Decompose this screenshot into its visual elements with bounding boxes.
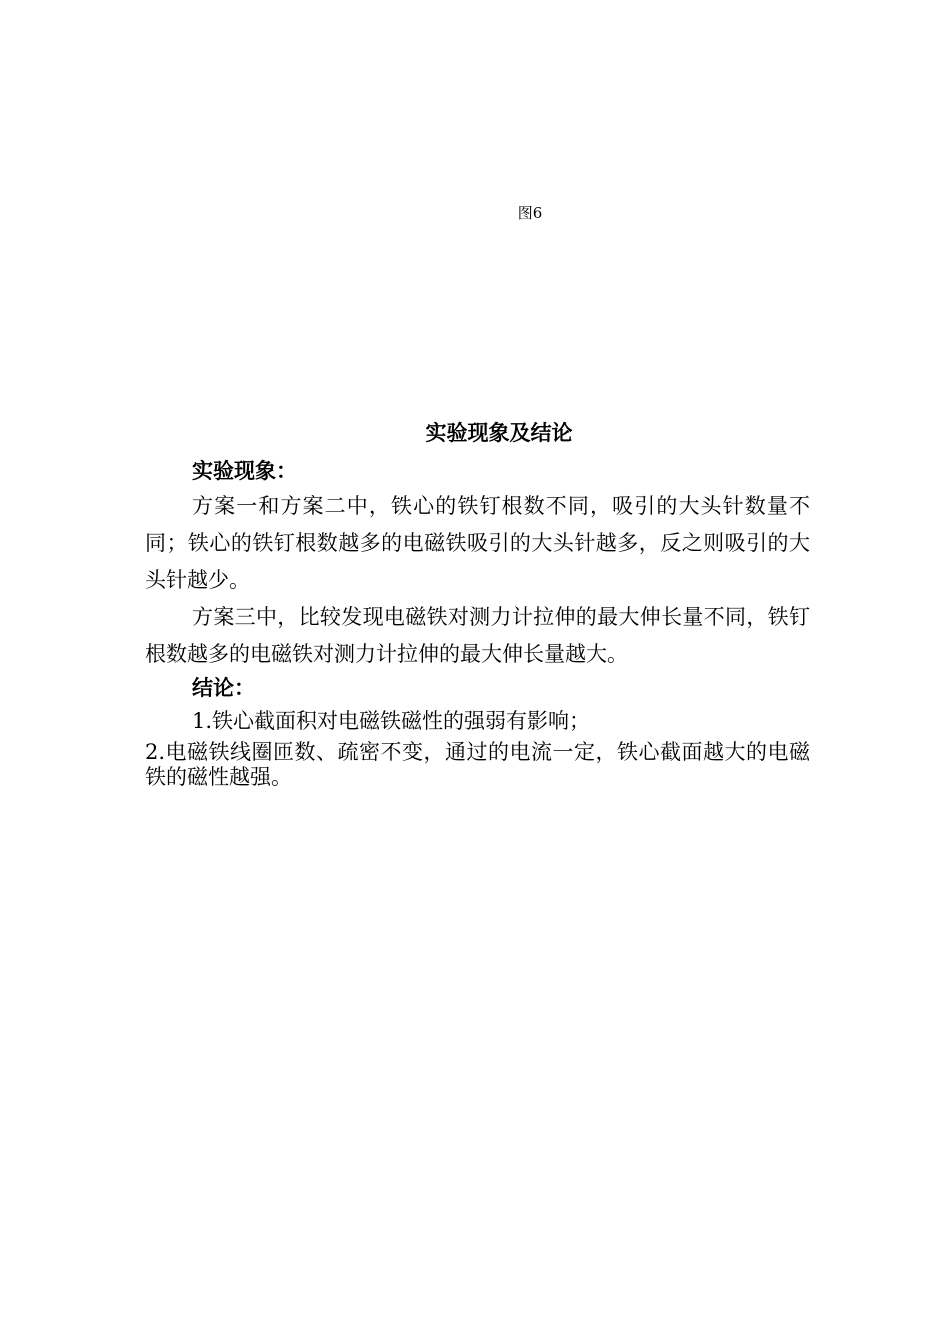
conclusion-item: 1.铁心截面积对电磁铁磁性的强弱有影响； [192, 709, 591, 733]
conclusion-heading: 结论： [192, 675, 255, 700]
phenomena-paragraph: 方案三中，比较发现电磁铁对测力计拉伸的最大伸长量不同，铁钉根数越多的电磁铁对测力计拉伸的最大伸长量越大。 [145, 605, 810, 666]
document-body [145, 456, 810, 790]
conclusion-item: 2.电磁铁线圈匝数、疏密不变，通过的电流一定，铁心截面越大的电磁铁的磁性越强。 [145, 740, 810, 789]
phenomena-paragraph: 方案一和方案二中，铁心的铁钉根数不同，吸引的大头针数量不同；铁心的铁钉根数越多的电磁铁吸引的大头针越多，反之则吸引的大头针越少。 [145, 494, 810, 592]
figure-caption: 图6 [517, 204, 543, 222]
phenomena-heading: 实验现象： [192, 458, 297, 483]
section-title: 实验现象及结论 [425, 420, 573, 445]
